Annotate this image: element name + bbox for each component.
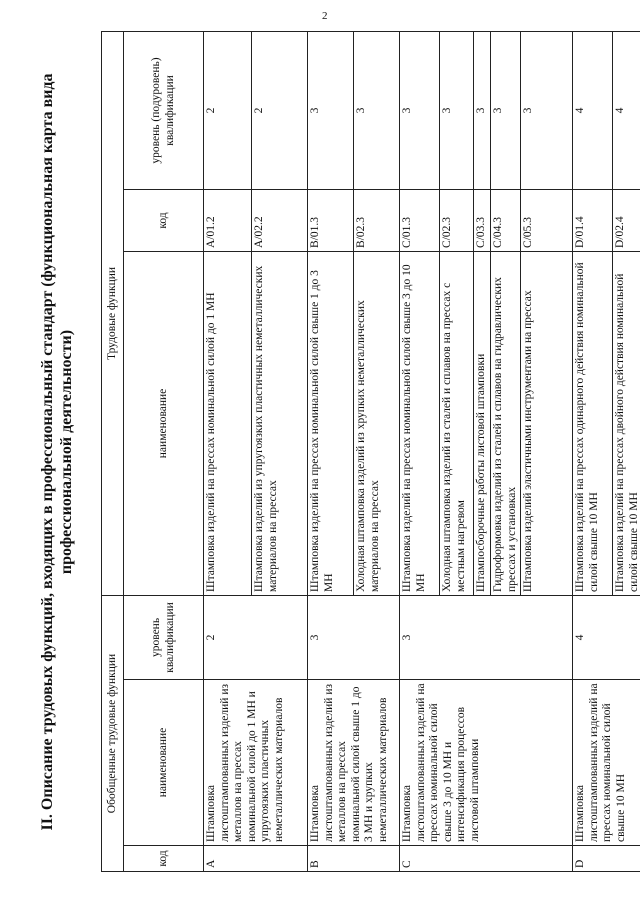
function-level: 3 <box>400 31 440 189</box>
rotated-page <box>30 32 640 872</box>
function-code: C/02.3 <box>440 189 474 251</box>
function-name: Штампосборочные работы листовой штамповки <box>474 251 491 595</box>
function-level: 3 <box>521 31 573 189</box>
group-name: Штамповка листоштампованных изделий на прессах номинальной силой свыше 3 до 10 МН и интенсификация процессов листовой штамповки <box>400 680 573 846</box>
group-level: 3 <box>400 595 573 679</box>
header-func-name: наименование <box>124 251 204 595</box>
function-level: 3 <box>474 31 491 189</box>
function-name: Гидроформовка изделий из сталей и сплавов на гидравлических прессах и установках <box>491 251 521 595</box>
header-gen-name: наименование <box>124 680 204 846</box>
page-number: 2 <box>322 10 328 22</box>
function-code: A/02.2 <box>252 189 308 251</box>
function-code: D/01.4 <box>573 189 613 251</box>
function-name: Штамповка изделий из упругоязких пластичных неметаллических материалов на прессах <box>252 251 308 595</box>
header-row-groups <box>102 31 124 871</box>
header-func-code: код <box>124 189 204 251</box>
group-code: B <box>308 846 400 872</box>
function-name: Холодная штамповка изделий из сталей и сплавов на прессах с местным нагревом <box>440 251 474 595</box>
header-generalized: Обобщенные трудовые функции <box>102 595 124 871</box>
table-row <box>400 31 440 871</box>
group-level: 3 <box>308 595 400 679</box>
table-row <box>204 31 252 871</box>
group-name: Штамповка листоштампованных изделий из металлов на прессах номинальной силой до 1 МН и упругоязких пластичных неметаллических материалов <box>204 680 308 846</box>
function-name: Холодная штамповка изделий из хрупких неметаллических материалов на прессах <box>354 251 400 595</box>
function-name: Штамповка изделий на прессах номинальной силой свыше 3 до 10 МН <box>400 251 440 595</box>
group-code: A <box>204 846 308 872</box>
function-level: 3 <box>440 31 474 189</box>
header-row-columns <box>124 31 204 871</box>
function-level: 4 <box>573 31 613 189</box>
group-name: Штамповка листоштампованных изделий на прессах номинальной силой свыше 10 МН <box>573 680 640 846</box>
section-title <box>30 32 90 872</box>
function-level: 3 <box>354 31 400 189</box>
section-title-line2: профессиональной деятельности) <box>58 329 75 575</box>
function-code: D/02.4 <box>613 189 640 251</box>
function-level: 4 <box>613 31 640 189</box>
function-code: C/05.3 <box>521 189 573 251</box>
group-code: C <box>400 846 573 872</box>
header-gen-code: код <box>124 846 204 872</box>
header-gen-level: уровень квалификации <box>124 595 204 679</box>
function-level: 3 <box>491 31 521 189</box>
header-labor: Трудовые функции <box>102 31 124 595</box>
function-name: Штамповка изделий на прессах одинарного действия номинальной силой свыше 10 МН <box>573 251 613 595</box>
function-code: C/01.3 <box>400 189 440 251</box>
function-code: C/03.3 <box>474 189 491 251</box>
functions-table <box>101 31 640 872</box>
group-code: D <box>573 846 640 872</box>
group-level: 4 <box>573 595 640 679</box>
table-row <box>308 31 354 871</box>
group-level: 2 <box>204 595 308 679</box>
table-row <box>573 31 613 871</box>
function-code: B/02.3 <box>354 189 400 251</box>
function-code: B/01.3 <box>308 189 354 251</box>
function-name: Штамповка изделий на прессах двойного действия номинальной силой свыше 10 МН <box>613 251 640 595</box>
function-level: 3 <box>308 31 354 189</box>
section-title-line1: II. Описание трудовых функций, входящих в профессиональный стандарт (функциональная карта вида <box>39 73 56 831</box>
function-code: A/01.2 <box>204 189 252 251</box>
function-name: Штамповка изделий на прессах номинальной силой до 1 МН <box>204 251 252 595</box>
function-level: 2 <box>252 31 308 189</box>
function-level: 2 <box>204 31 252 189</box>
header-func-level: уровень (подуровень) квалификации <box>124 31 204 189</box>
function-code: C/04.3 <box>491 189 521 251</box>
function-name: Штамповка изделий эластичными инструментами на прессах <box>521 251 573 595</box>
function-name: Штамповка изделий на прессах номинальной силой свыше 1 до 3 МН <box>308 251 354 595</box>
group-name: Штамповка листоштампованных изделий из металлов на прессах номинальной силой свыше 1 до 3 МН и хрупких неметаллических материалов <box>308 680 400 846</box>
